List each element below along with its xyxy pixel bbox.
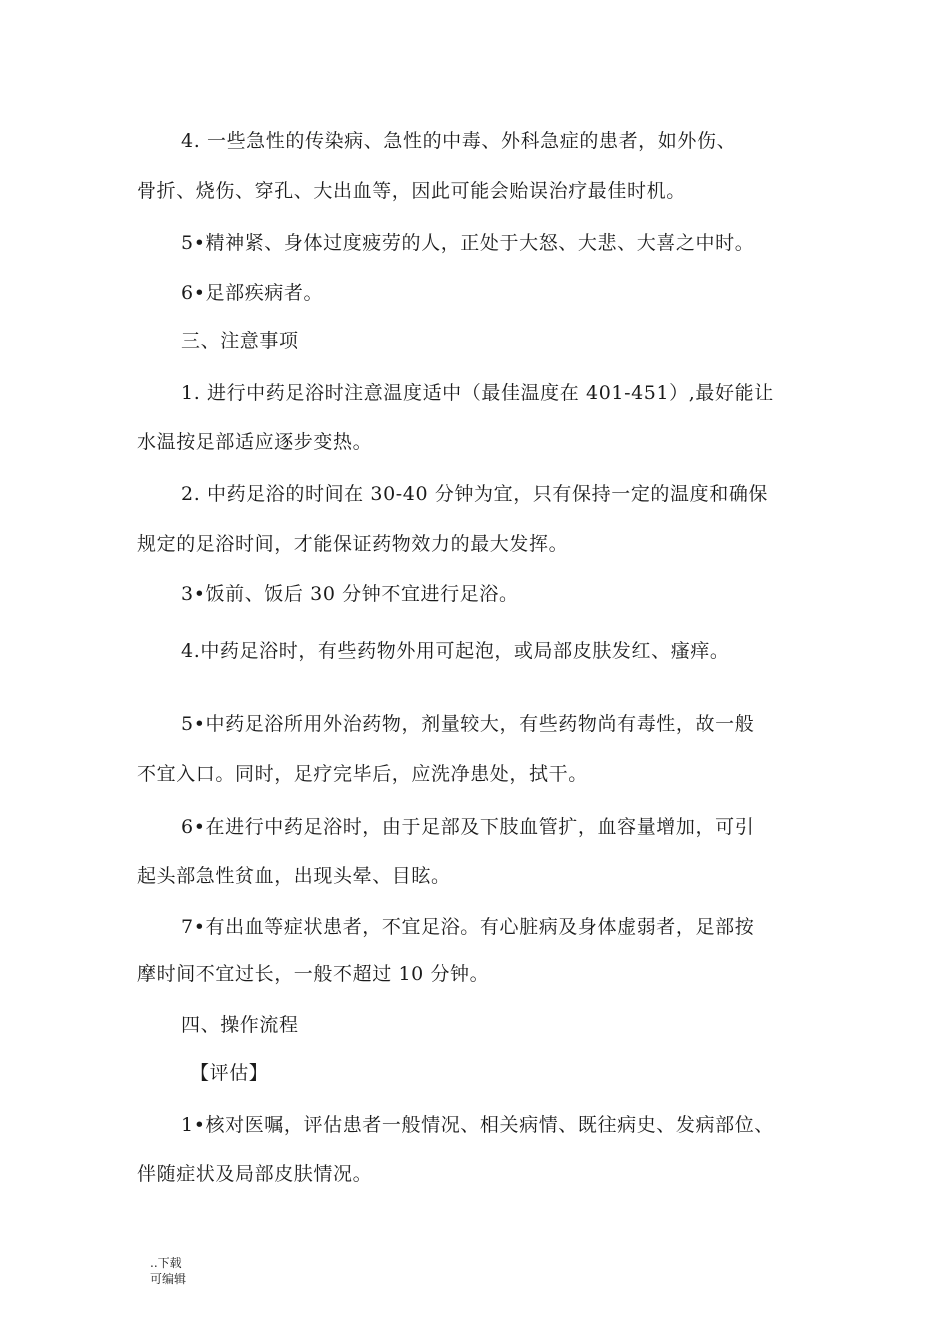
text-line: 摩时间不宜过长，一般不超过 10 分钟。 [137, 963, 490, 985]
text-line: 5•精神紧、身体过度疲劳的人，正处于大怒、大悲、大喜之中时。 [181, 232, 755, 254]
text-line: 规定的足浴时间，才能保证药物效力的最大发挥。 [137, 533, 569, 555]
text-line: 6•足部疾病者。 [181, 282, 324, 304]
text-line: 1•核对医嘱，评估患者一般情况、相关病情、既往病史、发病部位、 [181, 1114, 774, 1136]
footer-editable-note: 可编辑 [150, 1272, 187, 1286]
text-line: 4. 一些急性的传染病、急性的中毒、外科急症的患者，如外伤、 [181, 130, 737, 152]
text-line: 水温按足部适应逐步变热。 [137, 431, 373, 453]
text-line: 起头部急性贫血，出现头晕、目眩。 [137, 865, 451, 887]
section-heading: 三、注意事项 [181, 330, 299, 352]
text-line: 伴随症状及局部皮肤情况。 [137, 1163, 373, 1185]
text-line: 7•有出血等症状患者，不宜足浴。有心脏病及身体虚弱者，足部按 [181, 916, 755, 938]
subsection-heading: 【评估】 [190, 1062, 269, 1084]
text-line: 1. 进行中药足浴时注意温度适中（最佳温度在 401-451）,最好能让 [181, 382, 774, 404]
text-line: 5•中药足浴所用外治药物，剂量较大，有些药物尚有毒性，故一般 [181, 713, 755, 735]
text-line: 3•饭前、饭后 30 分钟不宜进行足浴。 [181, 583, 519, 605]
text-line: 2. 中药足浴的时间在 30-40 分钟为宜，只有保持一定的温度和确保 [181, 483, 769, 505]
text-line: 不宜入口。同时，足疗完毕后，应洗净患处，拭干。 [137, 763, 588, 785]
text-line: 骨折、烧伤、穿孔、大出血等，因此可能会贻误治疗最佳时机。 [137, 180, 686, 202]
section-heading: 四、操作流程 [181, 1014, 299, 1036]
footer-download-note: ..下载 [150, 1256, 182, 1270]
text-line: 4.中药足浴时，有些药物外用可起泡，或局部皮肤发红、瘙痒。 [181, 640, 730, 662]
text-line: 6•在进行中药足浴时，由于足部及下肢血管扩，血容量增加，可引 [181, 816, 755, 838]
